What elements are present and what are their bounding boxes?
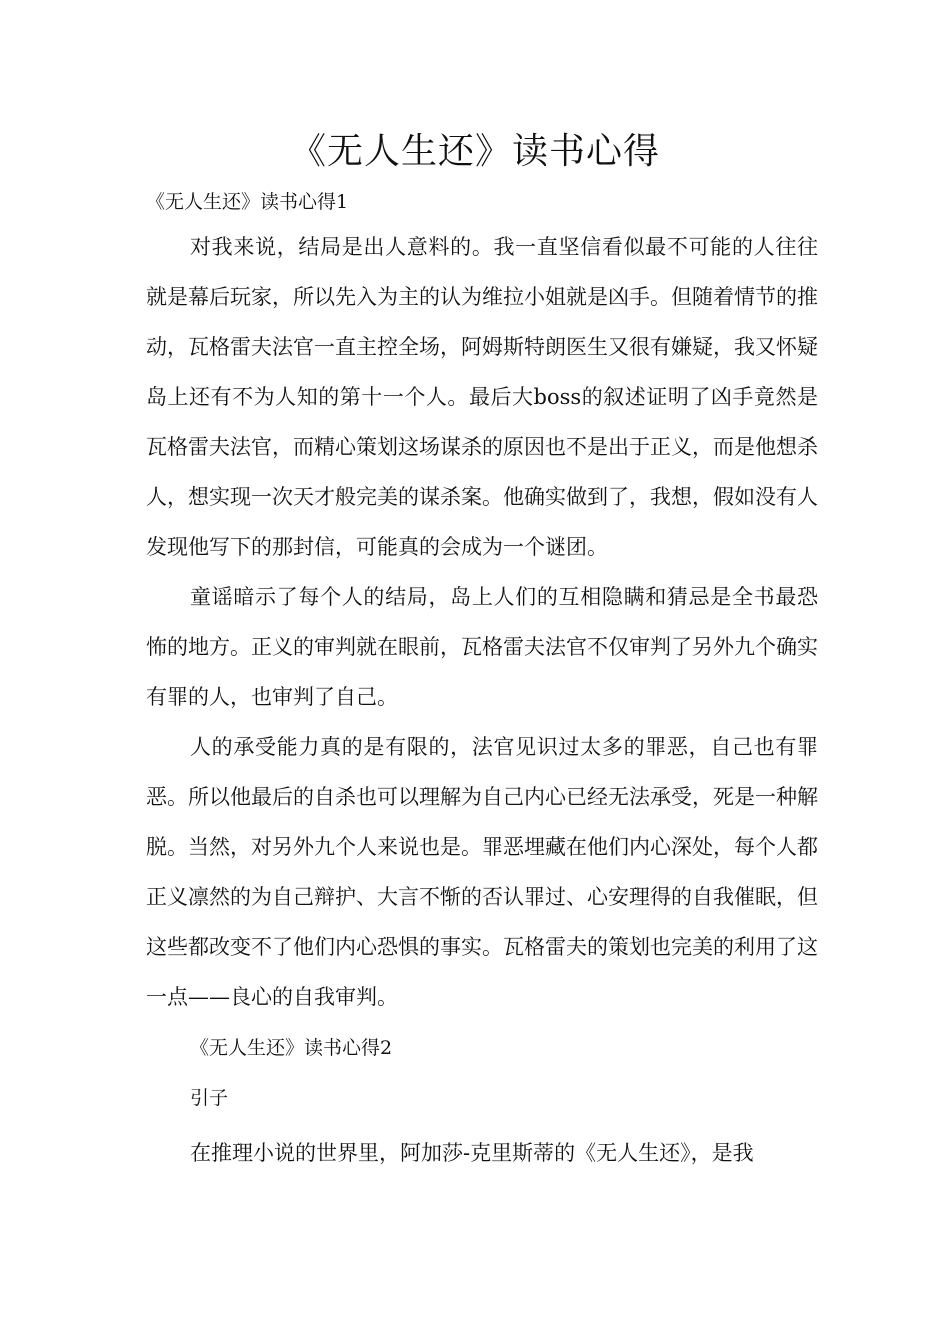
paragraph-1: 对我来说，结局是出人意料的。我一直坚信看似最不可能的人往往就是幕后玩家，所以先入为主的认为维拉小姐就是凶手。但随着情节的推动，瓦格雷夫法官一直主控全场，阿姆斯特朗医生又很有嫌疑，我又怀疑岛上还有不为人知的第十一个人。最后大boss的叙述证明了凶手竟然是瓦格雷夫法官，而精心策划这场谋杀的原因也不是出于正义，而是他想杀人，想实现一次天才般完美的谋杀案。他确实做到了，我想，假如没有人发现他写下的那封信，可能真的会成为一个谜团。: [146, 235, 818, 559]
paragraph-4: 在推理小说的世界里，阿加莎-克里斯蒂的《无人生还》，是我: [190, 1141, 754, 1165]
paragraph-2: 童谣暗示了每个人的结局，岛上人们的互相隐瞒和猜忌是全书最恐怖的地方。正义的审判就在眼前，瓦格雷夫法官不仅审判了另外九个确实有罪的人，也审判了自己。: [146, 585, 818, 709]
section-subheading-intro: 引子: [190, 1087, 229, 1109]
section-heading-1: 《无人生还》读书心得1: [146, 191, 349, 213]
document-body: [146, 182, 818, 1178]
document-title: 《无人生还》读书心得: [289, 131, 660, 172]
paragraph-3: 人的承受能力真的是有限的，法官见识过太多的罪恶，自己也有罪恶。所以他最后的自杀也可以理解为自己内心已经无法承受，死是一种解脱。当然，对另外九个人来说也是。罪恶埋藏在他们内心深处，每个人都正义凛然的为自己辩护、大言不惭的否认罪过、心安理得的自我催眠，但这些都改变不了他们内心恐惧的事实。瓦格雷夫的策划也完美的利用了这一点——良心的自我审判。: [146, 735, 818, 1009]
section-heading-2: 《无人生还》读书心得2: [190, 1037, 393, 1059]
